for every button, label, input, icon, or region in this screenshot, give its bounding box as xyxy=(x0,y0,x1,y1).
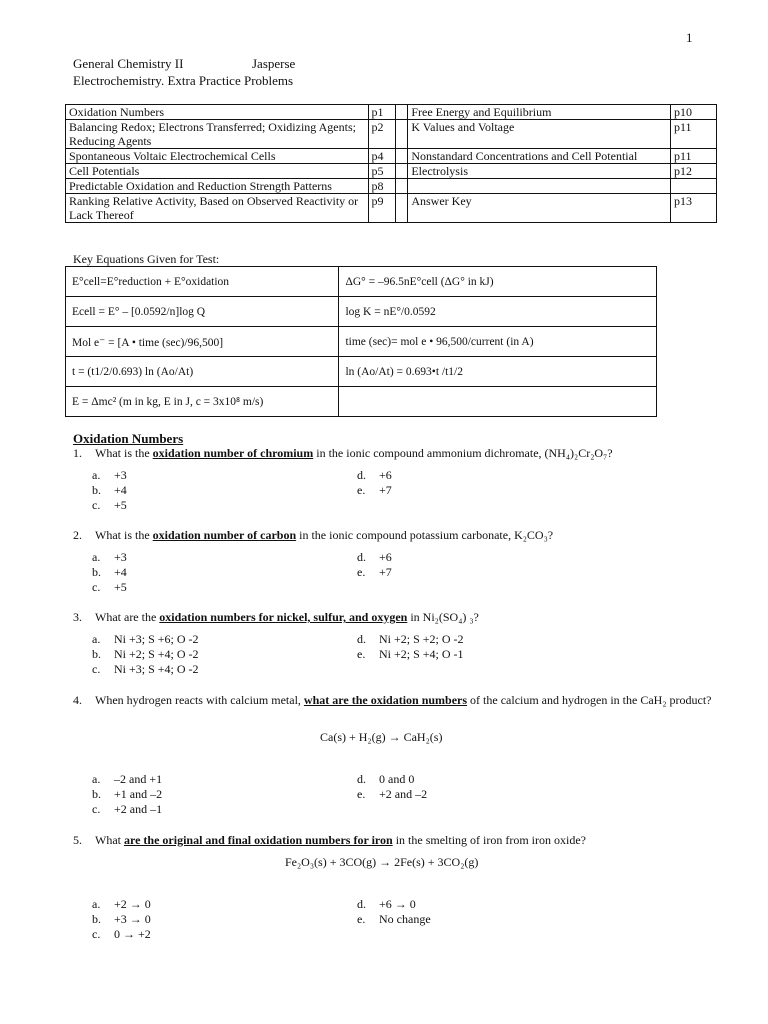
answer-option[interactable] xyxy=(92,647,199,662)
key-equations-table xyxy=(65,266,657,417)
answer-option[interactable] xyxy=(357,647,464,662)
page-number: 1 xyxy=(686,30,693,45)
equation-left: E = Δmc² (m in kg, E in J, c = 3x10⁸ m/s) xyxy=(66,387,339,417)
question-text xyxy=(95,833,715,848)
equation-row xyxy=(66,357,657,387)
question-text-emphasis: oxidation number of carbon xyxy=(152,528,297,542)
question-text-pre: What are the xyxy=(95,610,160,624)
toc-spacer xyxy=(396,179,408,194)
option-text: Ni +2; S +4; O -1 xyxy=(379,647,464,661)
question xyxy=(73,528,713,544)
toc-row xyxy=(66,120,717,149)
toc-row xyxy=(66,149,717,164)
answer-option[interactable] xyxy=(92,662,199,677)
equation-row xyxy=(66,387,657,417)
question-number: 3. xyxy=(73,610,82,624)
option-letter: a. xyxy=(92,632,101,646)
answer-option[interactable] xyxy=(357,550,392,565)
toc-row xyxy=(66,164,717,179)
option-letter: b. xyxy=(92,787,101,801)
equation-right xyxy=(339,387,657,417)
option-letter: c. xyxy=(92,580,101,594)
toc-spacer xyxy=(396,120,408,149)
toc-right-topic: Free Energy and Equilibrium xyxy=(408,105,671,120)
toc-left-page: p9 xyxy=(368,194,396,223)
course-title: General Chemistry II xyxy=(73,56,184,71)
question-text-emphasis: oxidation numbers for nickel, sulfur, and oxygen xyxy=(159,610,408,624)
option-letter: d. xyxy=(357,550,366,564)
toc-row xyxy=(66,105,717,120)
toc-right-page: p13 xyxy=(670,194,716,223)
question-text-post: in Ni₂(SO₄) ₃? xyxy=(407,610,479,624)
option-letter: a. xyxy=(92,550,101,564)
option-letter: a. xyxy=(92,897,101,911)
answer-option[interactable] xyxy=(92,565,127,580)
question-text xyxy=(95,446,715,461)
answer-option[interactable] xyxy=(357,787,427,802)
answer-option[interactable] xyxy=(92,897,151,912)
option-letter: a. xyxy=(92,772,101,786)
question xyxy=(73,833,713,849)
toc-spacer xyxy=(396,194,408,223)
answer-option[interactable] xyxy=(357,897,416,912)
toc-left-page: p8 xyxy=(368,179,396,194)
answer-option[interactable] xyxy=(92,772,162,787)
option-text: +4 xyxy=(114,565,127,579)
toc-left-topic: Ranking Relative Activity, Based on Observed Reactivity or Lack Thereof xyxy=(66,194,369,223)
answer-option[interactable] xyxy=(357,632,464,647)
option-letter: e. xyxy=(357,787,366,801)
toc-left-page: p1 xyxy=(368,105,396,120)
equation-left: E°cell=E°reduction + E°oxidation xyxy=(66,267,339,297)
option-text: 0 and 0 xyxy=(379,772,415,786)
toc-row xyxy=(66,194,717,223)
option-text: No change xyxy=(379,912,431,926)
option-letter: c. xyxy=(92,802,101,816)
option-text: –2 and +1 xyxy=(114,772,163,786)
answer-option[interactable] xyxy=(92,468,127,483)
toc-right-page: p10 xyxy=(670,105,716,120)
equation-right: time (sec)= mol e • 96,500/current (in A) xyxy=(339,327,657,357)
equation-right: ΔG° = –96.5nE°cell (ΔG° in kJ) xyxy=(339,267,657,297)
key-equations-title: Key Equations Given for Test: xyxy=(73,252,220,266)
toc-spacer xyxy=(396,149,408,164)
option-letter: e. xyxy=(357,647,366,661)
question-text-pre: What is the xyxy=(95,446,153,460)
toc-spacer xyxy=(396,164,408,179)
equation-right: ln (Ao/At) = 0.693•t /t1/2 xyxy=(339,357,657,387)
question-number: 1. xyxy=(73,446,82,460)
answer-option[interactable] xyxy=(92,632,199,647)
toc-right-topic xyxy=(408,179,671,194)
toc-right-page xyxy=(670,179,716,194)
answer-option[interactable] xyxy=(92,498,127,513)
answer-option[interactable] xyxy=(357,468,392,483)
table-of-contents xyxy=(65,104,717,223)
option-text: +7 xyxy=(379,565,392,579)
question-text-post: of the calcium and hydrogen in the CaH₂ product? xyxy=(467,693,712,707)
reaction-equation: Fe₂O₃(s) + 3CO(g) → 2Fe(s) + 3CO₂(g) xyxy=(285,855,479,869)
question-number: 4. xyxy=(73,693,82,707)
option-text: Ni +3; S +4; O -2 xyxy=(114,662,199,676)
option-text: +7 xyxy=(379,483,392,497)
question-text-pre: What is the xyxy=(95,528,153,542)
toc-right-topic: Answer Key xyxy=(408,194,671,223)
question xyxy=(73,610,713,626)
option-letter: b. xyxy=(92,565,101,579)
option-letter: d. xyxy=(357,632,366,646)
question-text-pre: What xyxy=(95,833,124,847)
answer-option[interactable] xyxy=(92,580,127,595)
option-text: Ni +2; S +4; O -2 xyxy=(114,647,199,661)
question xyxy=(73,693,713,725)
option-text: +6 xyxy=(379,468,392,482)
question xyxy=(73,446,713,462)
answer-option[interactable] xyxy=(357,565,392,580)
option-letter: d. xyxy=(357,897,366,911)
toc-spacer xyxy=(396,105,408,120)
option-text: +5 xyxy=(114,580,127,594)
question-text-emphasis: oxidation number of chromium xyxy=(152,446,314,460)
question-text-post: in the ionic compound potassium carbonate, K₂CO₃? xyxy=(296,528,554,542)
equation-left: t = (t1/2/0.693) ln (Ao/At) xyxy=(66,357,339,387)
equation-right: log K = nE°/0.0592 xyxy=(339,297,657,327)
answer-option[interactable] xyxy=(92,483,127,498)
option-text: +2 and –1 xyxy=(114,802,163,816)
answer-option[interactable] xyxy=(92,787,162,802)
question-text-post: in the ionic compound ammonium dichromate, (NH₄)₂Cr₂O₇? xyxy=(313,446,613,460)
option-text: +5 xyxy=(114,498,127,512)
option-letter: b. xyxy=(92,483,101,497)
question-text xyxy=(95,528,715,543)
option-letter: b. xyxy=(92,647,101,661)
option-text: +2 and –2 xyxy=(379,787,428,801)
option-text: +3 → 0 xyxy=(114,912,151,926)
equation-row xyxy=(66,297,657,327)
option-text: +3 xyxy=(114,550,127,564)
option-text: +1 and –2 xyxy=(114,787,163,801)
instructor-name: Jasperse xyxy=(252,56,296,71)
question-number: 5. xyxy=(73,833,82,847)
option-text: +4 xyxy=(114,483,127,497)
option-text: +2 → 0 xyxy=(114,897,151,911)
toc-row xyxy=(66,179,717,194)
option-letter: c. xyxy=(92,662,101,676)
equation-row xyxy=(66,327,657,357)
option-letter: e. xyxy=(357,565,366,579)
answer-option[interactable] xyxy=(92,927,151,942)
toc-right-page: p11 xyxy=(670,120,716,149)
answer-option[interactable] xyxy=(357,772,414,787)
question-text-emphasis: are the original and final oxidation numbers for iron xyxy=(124,833,393,847)
toc-left-topic: Oxidation Numbers xyxy=(66,105,369,120)
equation-row xyxy=(66,267,657,297)
answer-option[interactable] xyxy=(92,912,151,927)
answer-option[interactable] xyxy=(357,912,431,927)
toc-right-topic: Nonstandard Concentrations and Cell Potential xyxy=(408,149,671,164)
option-letter: e. xyxy=(357,483,366,497)
option-letter: c. xyxy=(92,927,101,941)
toc-right-topic: Electrolysis xyxy=(408,164,671,179)
toc-left-page: p2 xyxy=(368,120,396,149)
option-letter: d. xyxy=(357,772,366,786)
option-letter: d. xyxy=(357,468,366,482)
answer-option[interactable] xyxy=(92,802,162,817)
document-subtitle: Electrochemistry. Extra Practice Problems xyxy=(73,73,294,88)
toc-right-topic: K Values and Voltage xyxy=(408,120,671,149)
option-text: +6 xyxy=(379,550,392,564)
toc-left-page: p4 xyxy=(368,149,396,164)
toc-left-topic: Predictable Oxidation and Reduction Strength Patterns xyxy=(66,179,369,194)
section-title: Oxidation Numbers xyxy=(73,431,184,446)
toc-left-topic: Cell Potentials xyxy=(66,164,369,179)
toc-right-page: p11 xyxy=(670,149,716,164)
answer-option[interactable] xyxy=(92,550,127,565)
equation-left: Ecell = E° – [0.0592/n]log Q xyxy=(66,297,339,327)
option-text: +6 → 0 xyxy=(379,897,416,911)
toc-right-page: p12 xyxy=(670,164,716,179)
option-letter: e. xyxy=(357,912,366,926)
question-text-post: in the smelting of iron from iron oxide? xyxy=(392,833,586,847)
option-letter: a. xyxy=(92,468,101,482)
option-text: Ni +3; S +6; O -2 xyxy=(114,632,199,646)
answer-option[interactable] xyxy=(357,483,392,498)
option-text: 0 → +2 xyxy=(114,927,151,941)
toc-left-page: p5 xyxy=(368,164,396,179)
question-text xyxy=(95,610,715,625)
option-letter: c. xyxy=(92,498,101,512)
question-text-pre: When hydrogen reacts with calcium metal, xyxy=(95,693,304,707)
toc-left-topic: Spontaneous Voltaic Electrochemical Cells xyxy=(66,149,369,164)
option-letter: b. xyxy=(92,912,101,926)
reaction-equation: Ca(s) + H₂(g) → CaH₂(s) xyxy=(320,730,443,744)
toc-left-topic: Balancing Redox; Electrons Transferred; Oxidizing Agents; Reducing Agents xyxy=(66,120,369,149)
question-number: 2. xyxy=(73,528,82,542)
option-text: +3 xyxy=(114,468,127,482)
option-text: Ni +2; S +2; O -2 xyxy=(379,632,464,646)
equation-left: Mol e⁻ = [A • time (sec)/96,500] xyxy=(66,327,339,357)
question-text-emphasis: what are the oxidation numbers xyxy=(303,693,468,707)
question-text xyxy=(95,693,715,708)
